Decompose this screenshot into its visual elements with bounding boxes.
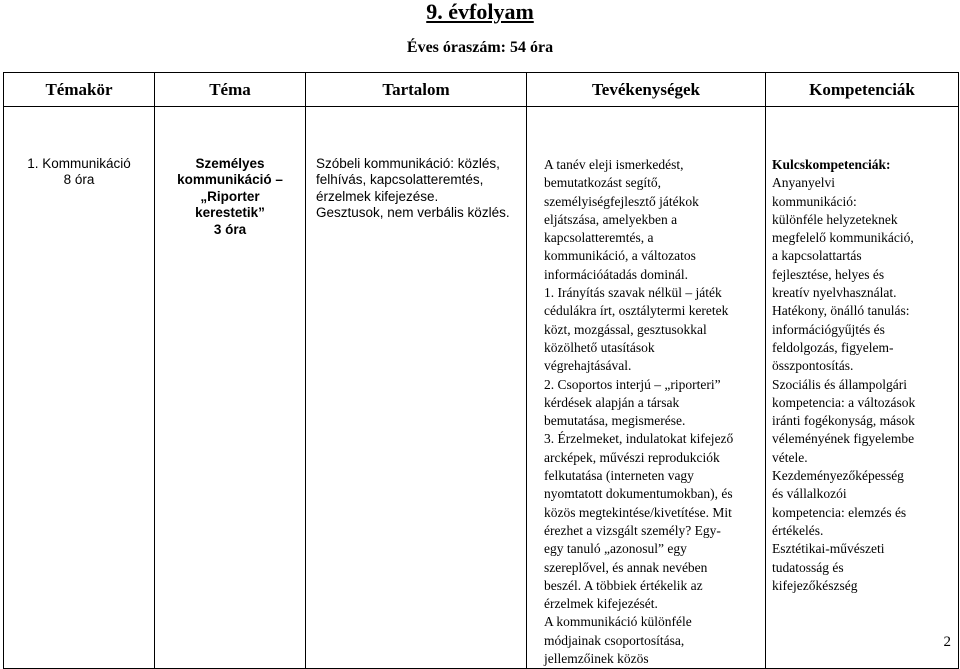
kompetencia-line: Anyanyelvi bbox=[772, 175, 835, 191]
tevekenyseg-line: érezhet a vizsgált személy? Egy- bbox=[544, 522, 721, 538]
kompetencia-line: fejlesztése, helyes és bbox=[772, 266, 885, 282]
kompetencia-line: információgyűjtés és bbox=[772, 321, 885, 337]
tema-line: „Riporter bbox=[200, 188, 260, 204]
kompetencia-line: kompetencia: a változások bbox=[772, 394, 916, 410]
tevekenyseg-line: közös megtekintése/kivetítése. Mit bbox=[544, 504, 732, 520]
kompetencia-line: értékelés. bbox=[772, 522, 824, 538]
kompetencia-line: feldolgozás, figyelem- bbox=[772, 339, 894, 355]
kompetencia-line: Esztétikai-művészeti bbox=[772, 541, 885, 557]
tevekenyseg-line: 2. Csoportos interjú – „riporteri” bbox=[544, 376, 721, 392]
page-number: 2 bbox=[943, 634, 951, 650]
tema-line: Személyes bbox=[195, 156, 265, 171]
kompetencia-line: a kapcsolattartás bbox=[772, 248, 862, 264]
tartalom-line: érzelmek kifejezése. bbox=[316, 188, 439, 204]
kompetencia-line: vétele. bbox=[772, 449, 808, 465]
kompetencia-line: Kezdeményezőképesség bbox=[772, 468, 904, 484]
tevekenyseg-line: kérdések alapján a társak bbox=[544, 394, 680, 410]
kompetencia-line: és vállalkozói bbox=[772, 486, 847, 502]
kompetencia-line: véleményének figyelembe bbox=[772, 431, 915, 447]
header-tema: Téma bbox=[155, 73, 306, 107]
curriculum-table bbox=[3, 72, 959, 669]
document-title: 9. évfolyam bbox=[426, 0, 534, 24]
kompetencia-line: különféle helyzeteknek bbox=[772, 211, 898, 227]
cell-tema bbox=[155, 107, 306, 669]
tevekenyseg-line: közölhető utasítások bbox=[544, 339, 655, 355]
tevekenyseg-line: A tanév eleji ismerkedést, bbox=[544, 157, 684, 172]
tema-line: kerestetik” bbox=[195, 205, 265, 221]
tevekenyseg-line: egy tanuló „azonosul” egy bbox=[544, 541, 687, 557]
tevekenyseg-line: bemutatása, megismerése. bbox=[544, 413, 686, 429]
header-kompetenciak: Kompetenciák bbox=[766, 73, 959, 107]
tevekenysegek-text bbox=[527, 107, 765, 668]
kompetencia-line: tudatosság és bbox=[772, 559, 844, 575]
cell-tartalom bbox=[306, 107, 527, 669]
kompetencia-line: kreatív nyelvhasználat. bbox=[772, 285, 897, 301]
tevekenyseg-line: 3. Érzelmeket, indulatokat kifejező bbox=[544, 431, 734, 447]
tevekenyseg-line: módjainak csoportosítása, bbox=[544, 632, 685, 648]
tevekenyseg-line: kapcsolatteremtés, a bbox=[544, 230, 654, 246]
header-tevekenysegek: Tevékenységek bbox=[527, 73, 766, 107]
tevekenyseg-line: cédulákra írt, osztálytermi keretek bbox=[544, 303, 729, 319]
table-header-row bbox=[4, 73, 959, 107]
tevekenyseg-line: szereplővel, és annak nevében bbox=[544, 559, 708, 575]
tevekenyseg-line: 1. Irányítás szavak nélkül – játék bbox=[544, 285, 722, 301]
cell-temakor bbox=[4, 107, 155, 669]
tevekenyseg-line: bemutatkozást segítő, bbox=[544, 175, 661, 191]
kompetencia-line: megfelelő kommunikáció, bbox=[772, 230, 914, 246]
tevekenyseg-line: közt, mozgással, gesztusokkal bbox=[544, 321, 707, 337]
tevekenyseg-line: beszél. A többiek értékelik az bbox=[544, 577, 703, 593]
temakor-hours: 8 óra bbox=[63, 172, 95, 188]
header-temakor: Témakör bbox=[4, 73, 155, 107]
kompetencia-line: kommunikáció: bbox=[772, 193, 857, 209]
tevekenyseg-line: jellemzőinek közös bbox=[544, 651, 649, 667]
cell-kompetenciak bbox=[766, 107, 959, 669]
tevekenyseg-line: végrehajtásával. bbox=[544, 358, 632, 374]
tartalom-line: felhívás, kapcsolatteremtés, bbox=[316, 172, 484, 188]
kompetencia-line: Szociális és állampolgári bbox=[772, 376, 907, 392]
tevekenyseg-line: érzelmek kifejezését. bbox=[544, 596, 658, 612]
tevekenyseg-line: kommunikáció, a változatos bbox=[544, 248, 696, 264]
tevekenyseg-line: arcképek, művészi reprodukciók bbox=[544, 449, 720, 465]
header-tartalom: Tartalom bbox=[306, 73, 527, 107]
kulcskompetenciak-heading: Kulcskompetenciák: bbox=[772, 157, 891, 172]
temakor-line: 1. Kommunikáció bbox=[27, 156, 131, 171]
kompetencia-line: iránti fogékonyság, mások bbox=[772, 413, 915, 429]
tartalom-line: Gesztusok, nem verbális közlés. bbox=[316, 205, 510, 221]
annual-hours-subtitle: Éves óraszám: 54 óra bbox=[406, 39, 554, 56]
tema-line: kommunikáció – bbox=[177, 172, 283, 188]
tevekenyseg-line: A kommunikáció különféle bbox=[544, 614, 692, 630]
tartalom-line: Szóbeli kommunikáció: közlés, bbox=[316, 156, 500, 171]
table-row bbox=[4, 107, 959, 669]
tevekenyseg-line: felkutatása (interneten vagy bbox=[544, 468, 694, 484]
kompetenciak-text bbox=[766, 107, 958, 595]
tema-hours: 3 óra bbox=[213, 221, 247, 237]
tevekenyseg-line: nyomtatott dokumentumokban), és bbox=[544, 486, 733, 502]
cell-tevekenysegek bbox=[527, 107, 766, 669]
kompetencia-line: kifejezőkészség bbox=[772, 577, 858, 593]
kompetencia-line: kompetencia: elemzés és bbox=[772, 504, 907, 520]
tevekenyseg-line: személyiségfejlesztő játékok bbox=[544, 193, 699, 209]
tevekenyseg-line: információátadás dominál. bbox=[544, 266, 688, 282]
tevekenyseg-line: eljátszása, amelyekben a bbox=[544, 211, 678, 227]
kompetencia-line: összpontosítás. bbox=[772, 358, 854, 374]
kompetencia-line: Hatékony, önálló tanulás: bbox=[772, 303, 910, 319]
